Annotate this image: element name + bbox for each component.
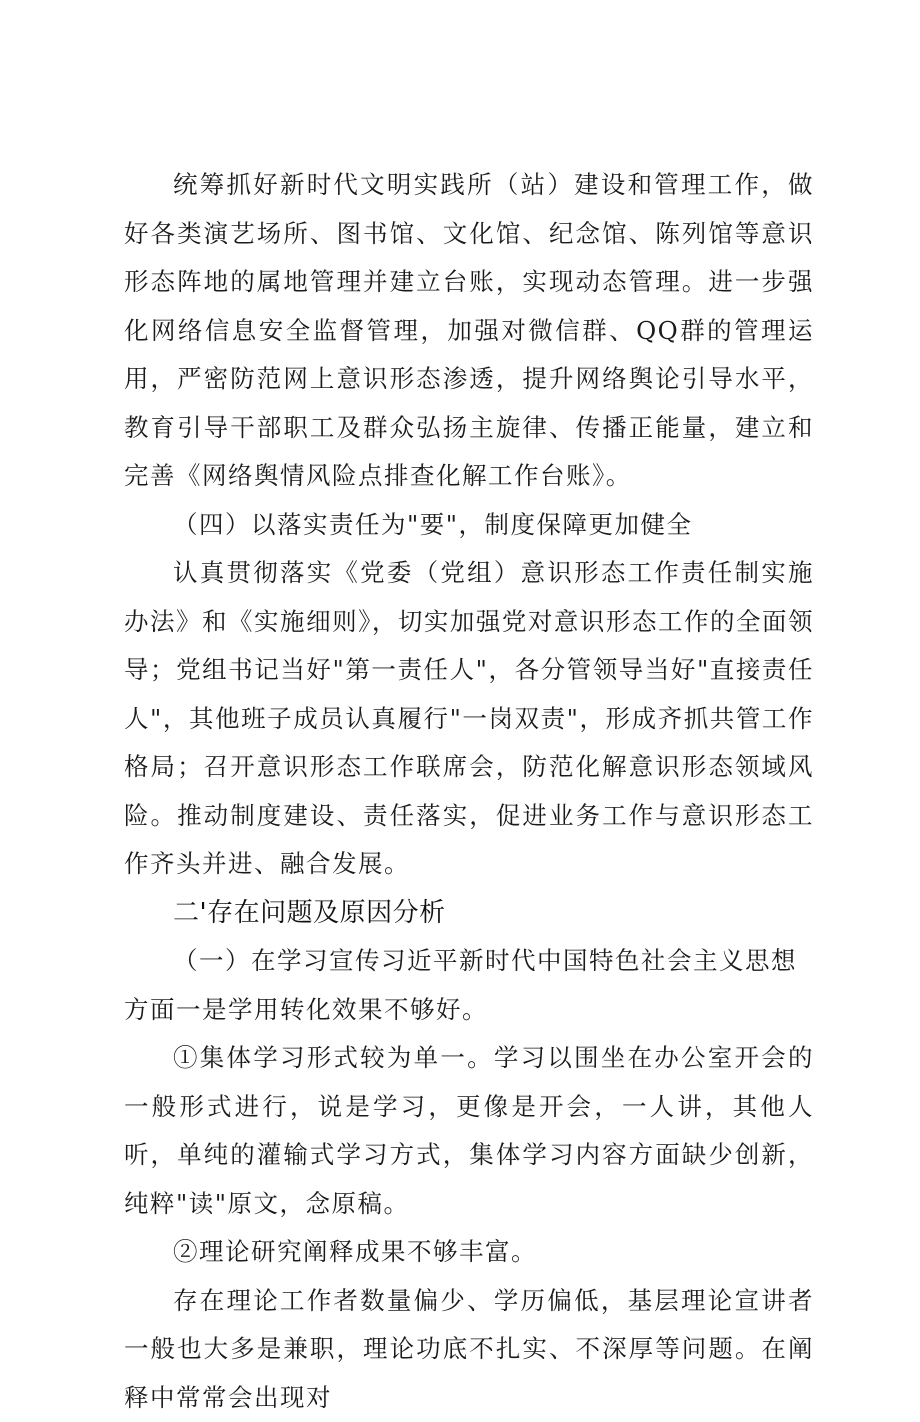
point-theory-research: ②理论研究阐释成果不够丰富。 [124,1228,814,1277]
section-heading-problems: 二'存在问题及原因分析 [124,889,814,938]
paragraph-network-management: 统筹抓好新时代文明实践所（站）建设和管理工作，做好各类演艺场所、图书馆、文化馆、纪念馆、陈列馆等意识形态阵地的属地管理并建立台账，实现动态管理。进一步强化网络信息安全监督管理，加强对微信群、QQ群的管理运用，严密防范网上意识形态渗透，提升网络舆论引导水平，教育引导干部职工及群众弘扬主旋律、传播正能量，建立和完善《网络舆情风险点排查化解工作台账》。 [124,161,814,501]
paragraph-collective-study: ①集体学习形式较为单一。学习以围坐在办公室开会的一般形式进行，说是学习，更像是开会，一人讲，其他人听，单纯的灌输式学习方式，集体学习内容方面缺少创新，纯粹"读"原文，念原稿。 [124,1034,814,1228]
paragraph-responsibility: 认真贯彻落实《党委（党组）意识形态工作责任制实施办法》和《实施细则》，切实加强党对意识形态工作的全面领导；党组书记当好"第一责任人"，各分管领导当好"直接责任人"，其他班子成员认真履行"一岗双责"，形成齐抓共管工作格局；召开意识形态工作联席会，防范化解意识形态领域风险。推动制度建设、责任落实，促进业务工作与意识形态工作齐头并进、融合发展。 [124,549,814,889]
subsection-heading-one: （一）在学习宣传习近平新时代中国特色社会主义思想方面一是学用转化效果不够好。 [124,937,814,1034]
section-heading-four: （四）以落实责任为"要"，制度保障更加健全 [124,501,814,550]
paragraph-theory-workers: 存在理论工作者数量偏少、学历偏低，基层理论宣讲者一般也大多是兼职，理论功底不扎实、不深厚等问题。在阐释中常常会出现对 [124,1277,814,1422]
document-body [124,161,814,1422]
